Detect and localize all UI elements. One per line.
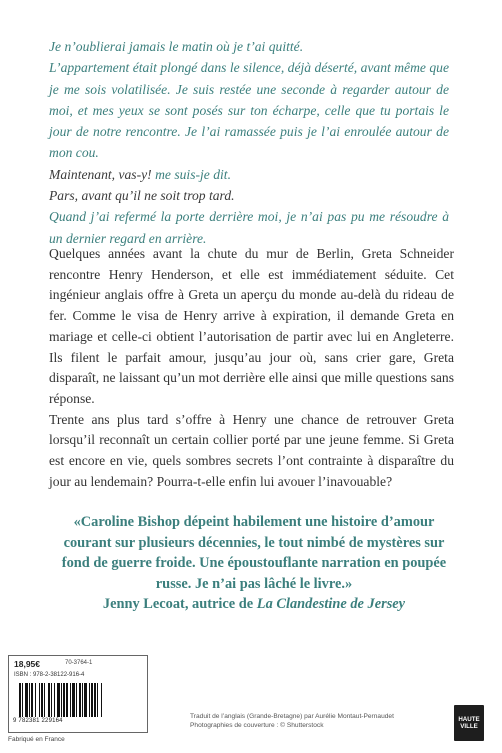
quote-author-prefix: Jenny Lecoat, autrice de (102, 596, 257, 612)
credits-photos: Photographies de couverture : © Shutterstock (190, 722, 324, 729)
synopsis-paragraph-2: Trente ans plus tard s’offre à Henry une chance de retrouver Greta lorsqu’il reconnaît un certain collier porté par une jeune femme. Si Greta est encore en vie, quels sombres secrets l’ont contrainte à disparaître du jour au lendemain? Pourra-t-elle enfin lui avouer l’inavouable? (49, 411, 454, 489)
barcode-digits: 9 782381 229164 (13, 718, 63, 724)
barcode-box (8, 655, 148, 733)
made-in: Fabriqué en France (8, 736, 65, 743)
quote-text: «Caroline Bishop dépeint habilement une histoire d’amour courant sur plusieurs décennies, le tout nimbé de mystères sur fond de guerre froide. Une époustouflante narration en poupée russe. Je n’ai pas lâché le livre.» (61, 514, 447, 592)
synopsis-paragraph-1: Quelques années avant la chute du mur de Berlin, Greta Schneider rencontre Henry Henderson, et elle est immédiatement séduite. Cet ingénieur anglais offre à Greta un aperçu du monde au-delà du rideau de fer. Comme le visa de Henry arrive à expiration, il demande Greta en mariage et celle-ci obtient l’autorisation de partir avec lui en Angleterre. Ils filent le parfait amour, jusqu’au jour où, sans crier gare, Greta disparaît, ne laissant qu’un mot derrière elle ainsi que mille questions sans réponse. (49, 246, 454, 406)
excerpt-pars: Pars, avant qu’il ne soit trop tard. (49, 188, 235, 204)
barcode-bars (17, 683, 139, 717)
credits-translation: Traduit de l’anglais (Grande-Bretagne) par Aurélie Montaut-Pernaudet (190, 713, 394, 720)
review-quote (49, 512, 459, 615)
excerpt-last: Quand j’ai refermé la porte derrière moi, je n’ai pas pu me résoudre à un dernier regard en arrière. (49, 209, 449, 246)
excerpt-me-suis-je-dit: me suis-je dit. (155, 166, 231, 182)
excerpt-line-3 (49, 164, 449, 185)
product-code: 70-3764-1 (65, 660, 93, 666)
logo-line-2: VILLE (460, 723, 478, 730)
isbn: ISBN : 978-2-38122-916-4 (14, 672, 85, 678)
synopsis (49, 244, 454, 492)
excerpt-maintenant: Maintenant, vas-y! (49, 166, 152, 182)
excerpt-line-1: Je n’oublierai jamais le matin où je t’ai quitté. (49, 39, 304, 54)
publisher-logo (454, 705, 484, 741)
quote-author (49, 594, 459, 615)
credits (190, 712, 450, 730)
quote-author-book: La Clandestine de Jersey (256, 596, 406, 612)
logo-line-1: HAUTE (458, 715, 480, 723)
price: 18,95€ (14, 659, 40, 669)
excerpt-paragraph: L’appartement était plongé dans le silence, déjà déserté, avant même que je me sois volatilisée. Je suis restée une seconde à regarder autour de moi, et mes yeux se sont posés sur ton écharpe, celle que tu portais le jour de notre rencontre. Je l’ai ramassée puis je l’ai enroulée autour de mon cou. (49, 60, 449, 161)
italic-excerpt (49, 36, 449, 249)
